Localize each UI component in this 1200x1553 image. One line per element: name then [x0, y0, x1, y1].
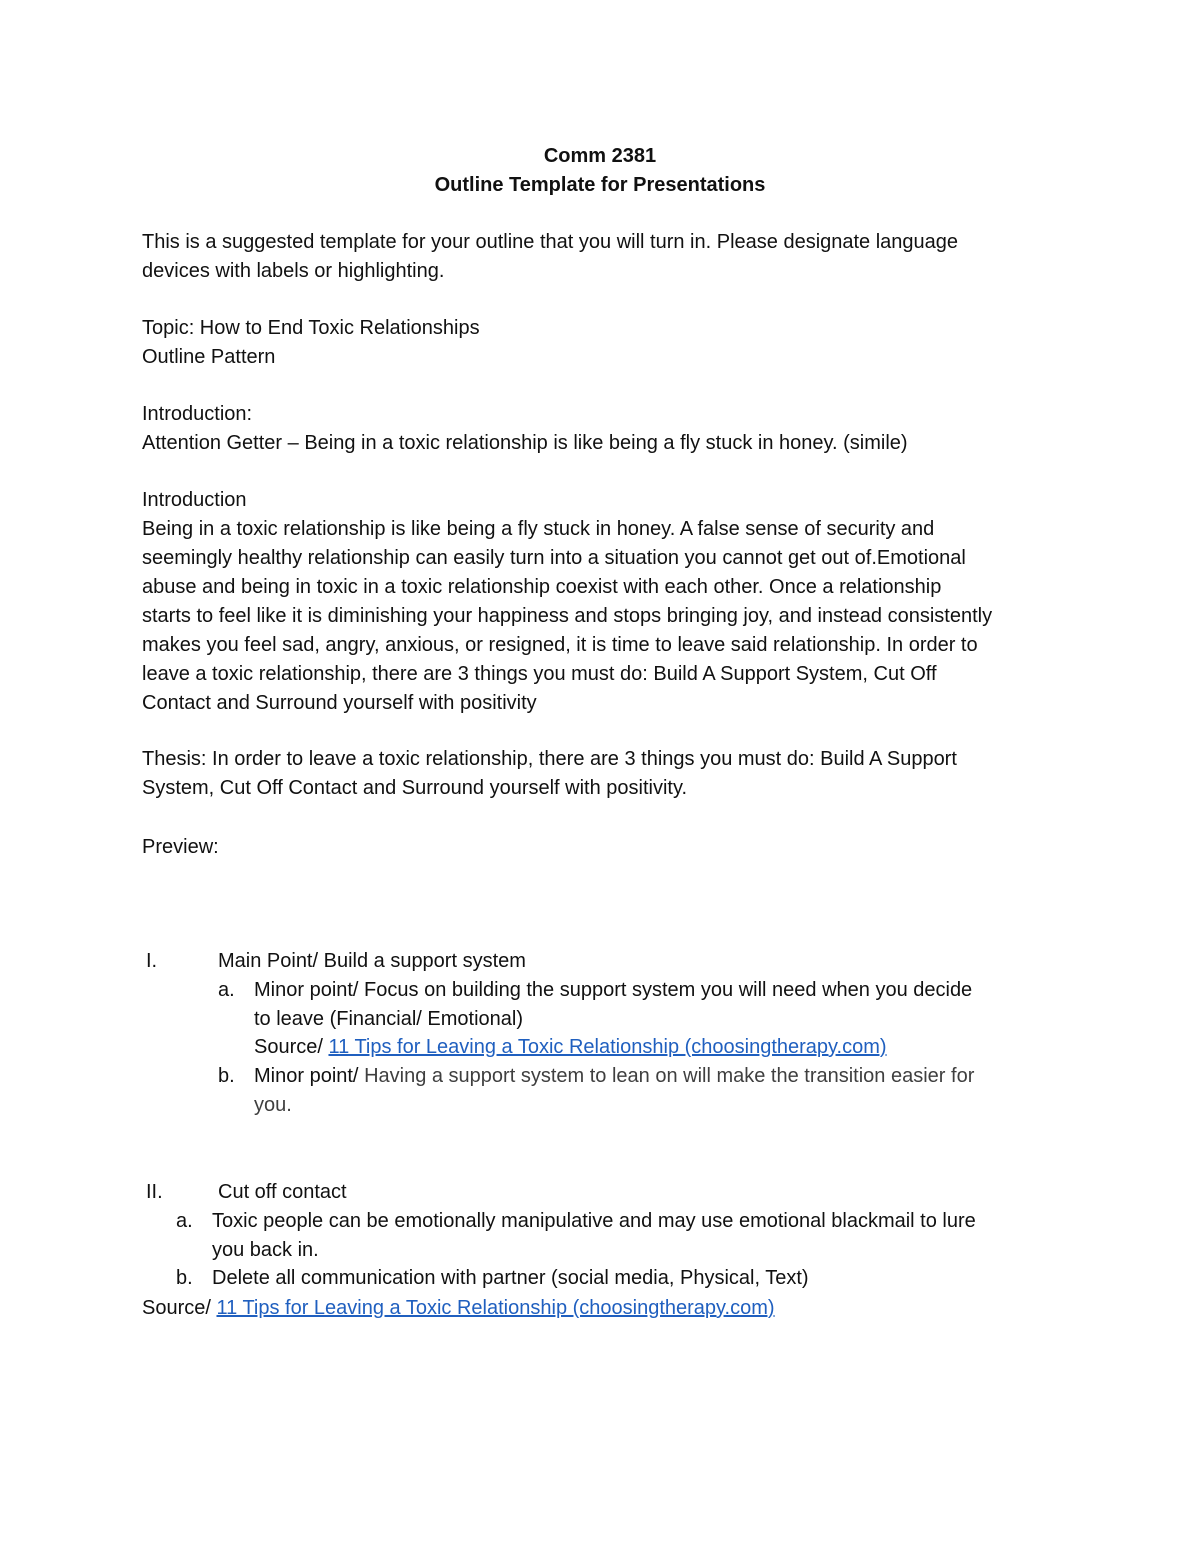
instructions-line-1: This is a suggested template for your outline that you will turn in. Please designate language	[142, 231, 959, 253]
source-link[interactable]: 11 Tips for Leaving a Toxic Relationship (choosingtherapy.com)	[216, 1297, 775, 1319]
source-link[interactable]: 11 Tips for Leaving a Toxic Relationship (choosingtherapy.com)	[328, 1036, 887, 1058]
topic-line: Topic: How to End Toxic Relationships	[142, 317, 480, 339]
thesis-line-2: System, Cut Off Contact and Surround yourself with positivity.	[142, 777, 688, 799]
course-title: Comm 2381	[543, 145, 657, 167]
minor-point-text	[254, 1062, 974, 1091]
source-line	[254, 1033, 887, 1062]
minor-point-text: to leave (Financial/ Emotional)	[254, 1008, 524, 1030]
document-subtitle: Outline Template for Presentations	[434, 174, 766, 196]
outline-pattern-line: Outline Pattern	[142, 346, 276, 368]
minor-point-text: you back in.	[212, 1239, 319, 1261]
intro-paragraph-line: abuse and being in toxic in a toxic relationship coexist with each other. Once a relationship	[142, 576, 942, 598]
intro-paragraph-line: seemingly healthy relationship can easily turn into a situation you cannot get out of.Emotional	[142, 547, 966, 569]
preview-label: Preview:	[142, 836, 219, 858]
intro-paragraph-line: Contact and Surround yourself with positivity	[142, 692, 537, 714]
minor-point-label: Minor point/	[254, 1065, 365, 1087]
source-prefix: Source/	[142, 1297, 217, 1319]
thesis-line-1: Thesis: In order to leave a toxic relationship, there are 3 things you must do: Build A Support	[142, 748, 957, 770]
intro-paragraph-line: Being in a toxic relationship is like being a fly stuck in honey. A false sense of security and	[142, 518, 935, 540]
minor-point-text: Toxic people can be emotionally manipulative and may use emotional blackmail to lure	[212, 1210, 976, 1232]
intro-paragraph-line: makes you feel sad, angry, anxious, or resigned, it is time to leave said relationship. In order to	[142, 634, 978, 656]
main-point-title: Cut off contact	[218, 1181, 347, 1203]
instructions-line-2: devices with labels or highlighting.	[142, 260, 445, 282]
minor-point-marker: a.	[218, 979, 235, 1001]
minor-point-text: you.	[254, 1094, 292, 1116]
introduction-heading-2: Introduction	[142, 489, 247, 511]
source-prefix: Source/	[254, 1036, 329, 1058]
attention-getter: Attention Getter – Being in a toxic relationship is like being a fly stuck in honey. (simile)	[142, 432, 908, 454]
introduction-heading: Introduction:	[142, 403, 253, 425]
main-point-numeral: I.	[146, 950, 158, 972]
main-point-numeral: II.	[146, 1181, 163, 1203]
minor-point-text: Minor point/ Focus on building the support system you will need when you decide	[254, 979, 973, 1001]
minor-point-marker: a.	[176, 1210, 193, 1232]
intro-paragraph-line: leave a toxic relationship, there are 3 things you must do: Build A Support System, Cut Off	[142, 663, 937, 685]
minor-point-marker: b.	[176, 1267, 193, 1289]
main-point-title: Main Point/ Build a support system	[218, 950, 526, 972]
minor-point-text: Delete all communication with partner (social media, Physical, Text)	[212, 1267, 809, 1289]
minor-point-detail: Having a support system to lean on will make the transition easier for	[364, 1065, 975, 1087]
minor-point-marker: b.	[218, 1065, 235, 1087]
intro-paragraph-line: starts to feel like it is diminishing your happiness and stops bringing joy, and instead consistently	[142, 605, 993, 627]
source-line	[142, 1294, 775, 1323]
